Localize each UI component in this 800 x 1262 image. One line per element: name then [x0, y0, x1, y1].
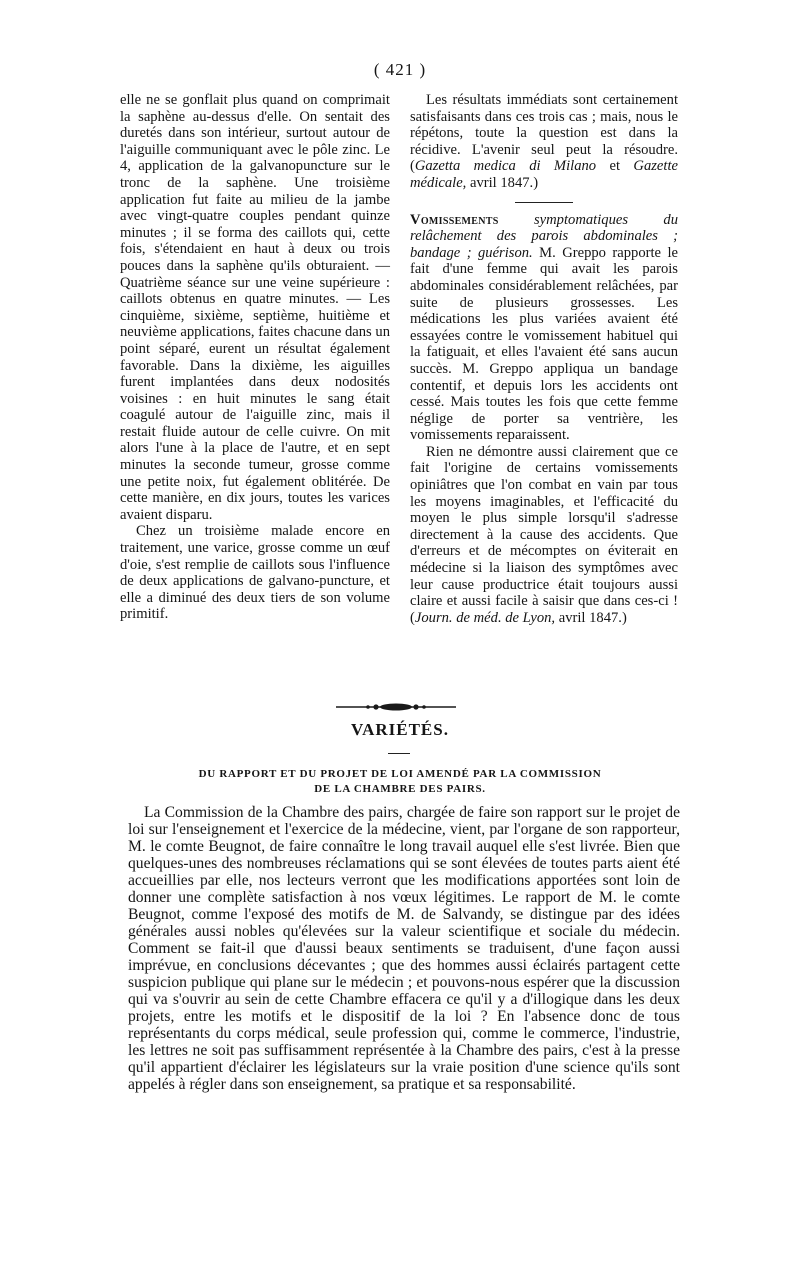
citation-journ-lyon: Journ. de méd. de Lyon,: [414, 609, 556, 626]
right-column: [410, 92, 678, 626]
citation-gazette-medicale: Gazette médicale,: [410, 158, 678, 191]
citation-join: et: [596, 158, 634, 175]
subtitle-line-2: DE LA CHAMBRE DES PAIRS.: [314, 783, 486, 795]
section-body: [128, 804, 680, 1093]
right-paragraph-1-end: avril 1847.): [466, 174, 539, 191]
right-paragraph-2: [410, 212, 678, 444]
right-paragraph-1-text: Les résultats immédiats sont certainement satisfaisants dans ces trois cas ; mais, nous le répétons, toute la question est dans la récidive. L'avenir seul peut la résoudre. (: [410, 92, 678, 175]
right-paragraph-2-body: M. Greppo rapporte le fait d'une femme qui avait les parois abdominales considérablement relâchées, par suite de plusieurs grossesses. Les médications les plus variées avaient été essayées contre le vomissement habituel qui la fatiguait, et elles l'avaient été sans aucun succès. M. Greppo appliqua un bandage contentif, et depuis lors les accidents ont cessé. Mais toutes les fois que cette femme néglige de porter sa ventrière, les vomissements reparaissent.: [410, 244, 678, 444]
right-paragraph-3: [410, 444, 678, 627]
left-paragraph-1: elle ne se gonflait plus quand on comprimait la saphène au-dessus d'elle. On sentait des duretés dans son intérieur, surtout autour de l'aiguille communiquant avec le pôle zinc. Le 4, application de la galvanopuncture sur le tronc de la saphène. Une troisième application fut faite au milieu de la jambe avec vingt-quatre couples pendant quinze minutes ; il se forma des caillots qui, cette fois, s'étendaient en haut à deux ou trois pouces dans la saphène qu'ils obturaient. — Quatrième séance sur une veine supérieure : caillots obtenus en quatre minutes. — Les cinquième, sixième, septième, huitième et neuvième applications, faites chacune dans un point séparé, eurent un résultat également favorable. Dans la dixième, les aiguilles furent implantées dans deux nodosités voisines : en huit minutes le sang était coagulé autour de l'aiguille zinc, mais il restait fluide autour de celle cuivre. On mit alors l'une à la place de l'autre, et en sept minutes la seconde tumeur, grosse comme une petite noix, fut également oblitérée. De cette manière, en dix jours, toutes les varices avaient disparu.: [120, 92, 390, 523]
citation-gazetta-milano: Gazetta medica di Milano: [414, 158, 597, 175]
page-number: ( 421 ): [373, 60, 427, 79]
article-heading-italic: symptomatiques du relâchement des parois abdominales ; bandage ; guérison.: [410, 211, 678, 261]
article-heading-caps: Vomissements: [410, 211, 499, 228]
section-body-paragraph: La Commission de la Chambre des pairs, chargée de faire son rapport sur le projet de loi sur l'enseignement et l'exercice de la médecine, vient, par l'organe de son rapporteur, M. le comte Beugnot, de faire connaître le long travail auquel elle s'est livrée. Bien que quelques-unes des nombreuses réclamations qui se sont élevées de toutes parts aient été accueillies par elle, nos lecteurs verront que les modifications apportées sont loin de donner une complète satisfaction à nos vœux légitimes. Le rapport de M. le comte Beugnot, comme l'exposé des motifs de M. de Salvandy, se distingue par des idées générales aussi nobles qu'élevées sur la valeur scientifique et sociale du médecin. Comment se fait-il que d'aussi beaux sentiments se traduisent, d'une façon aussi imprévue, en conclusions décevantes ; que des hommes aussi éclairés partagent cette suspicion publique qui plane sur le médecin ; et pouvons-nous espérer que la discussion qui va s'ouvrir au sein de cette Chambre effacera ce qu'il y a d'illogique dans les deux projets, entre les motifs et le dispositif de la loi ? En l'absence donc de tous représentants du corps médical, seule profession qui, comme le commerce, l'industrie, les lettres ne soit pas suffisamment représentée à la Chambre des pairs, c'est à la presse qu'il appartient d'éclairer les législateurs sur la vraie position d'une science qu'ils sont appelés à régler dans son enseignement, sa pratique et sa responsabilité.: [128, 804, 680, 1093]
ornament-divider: [336, 702, 456, 712]
article-separator: [515, 202, 573, 203]
left-column: [120, 92, 390, 623]
right-paragraph-1: [410, 92, 678, 192]
right-paragraph-3-text: Rien ne démontre aussi clairement que ce fait l'origine de certains vomissements opiniâtres que l'on combat en vain par tous les moyens imaginables, et l'efficacité du moyen le plus simple lorsqu'il s'adresse directement à la cause des accidents. Que d'erreurs et de mécomptes on éviterait en médecine si la liaison des symptômes avec leur cause productrice était toujours aussi claire et aussi facile à saisir que dans ces-ci ! (: [410, 443, 678, 626]
section-subtitle: [140, 767, 660, 797]
section-title: VARIÉTÉS.: [351, 720, 449, 739]
left-paragraph-2: Chez un troisième malade encore en traitement, une varice, grosse comme un œuf d'oie, s'est remplie de caillots sous l'influence de deux applications de galvano-puncture, et elle a diminué des deux tiers de son volume primitif.: [120, 523, 390, 623]
right-paragraph-3-end: avril 1847.): [555, 609, 627, 626]
subtitle-line-1: DU RAPPORT ET DU PROJET DE LOI AMENDÉ PAR LA COMMISSION: [198, 768, 602, 780]
title-dash: [388, 753, 410, 754]
